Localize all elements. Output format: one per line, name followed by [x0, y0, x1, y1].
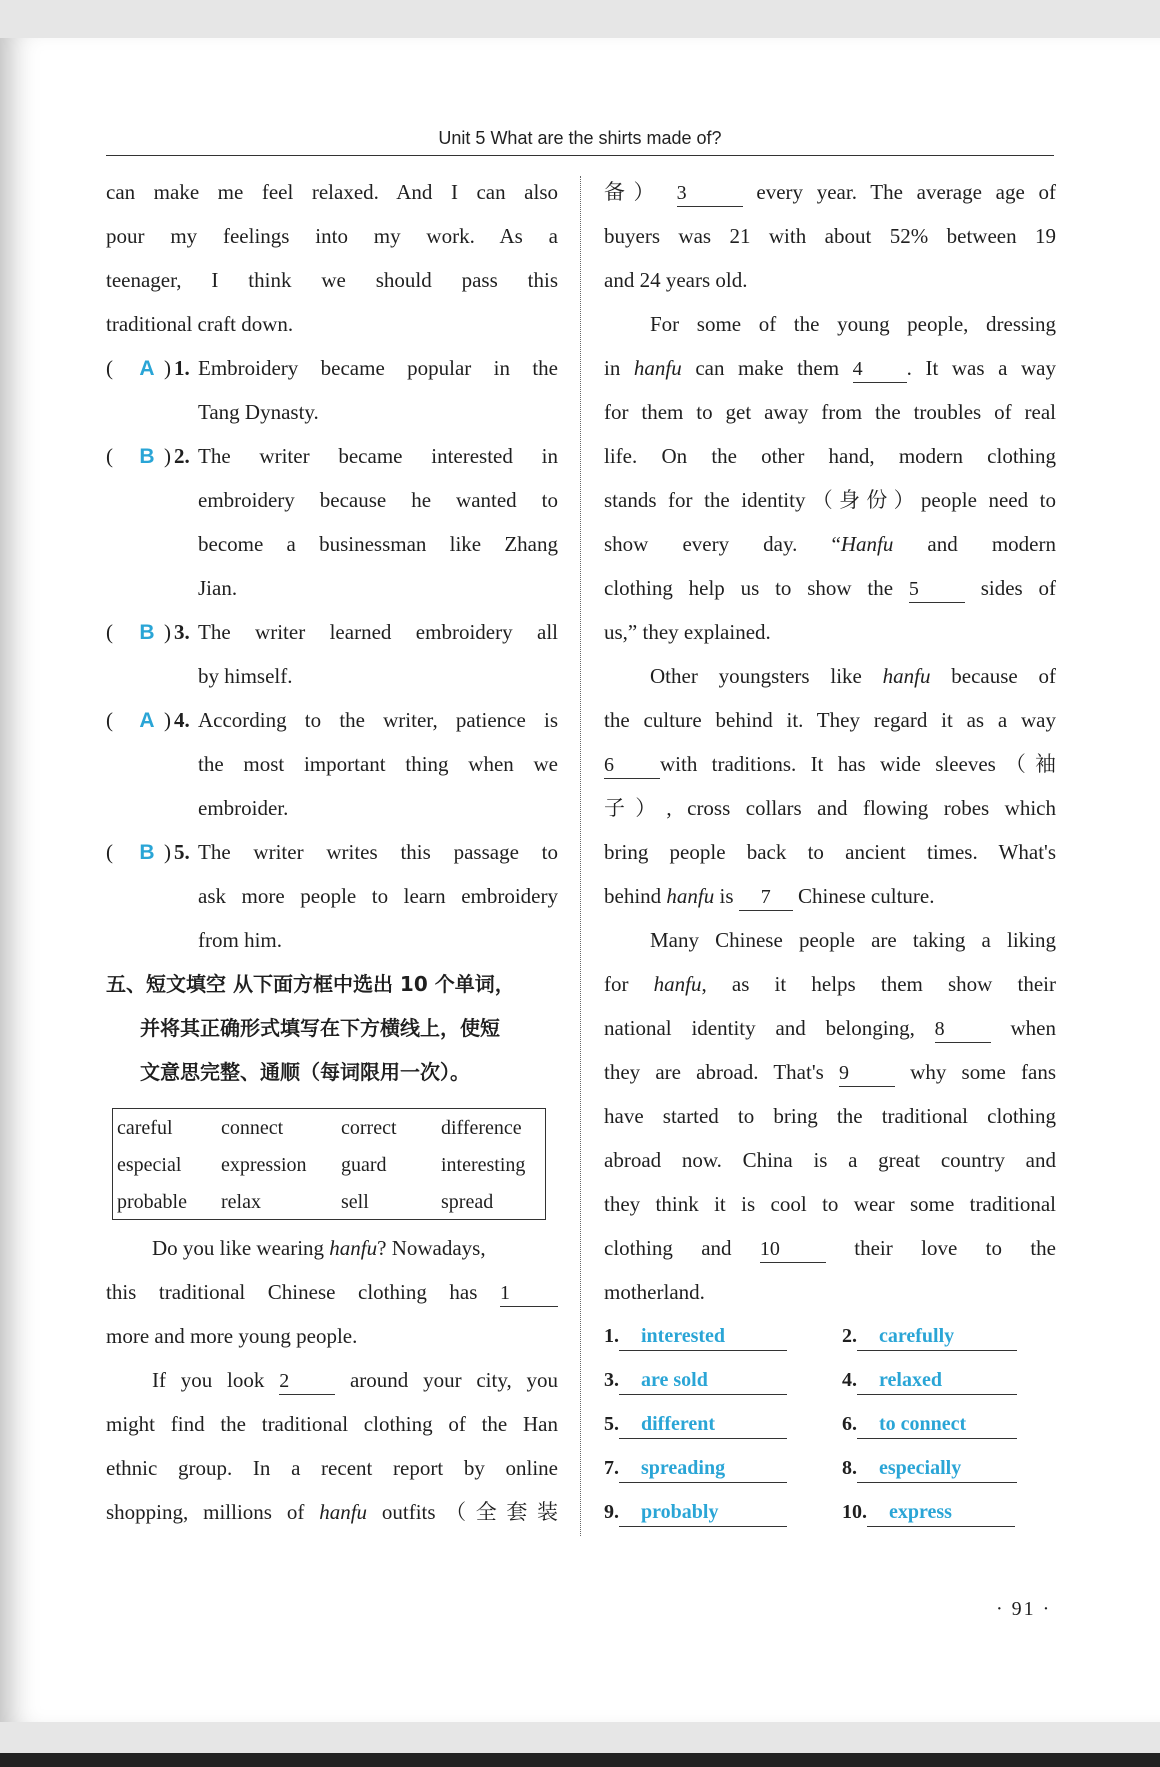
- paren-close: ): [164, 708, 171, 732]
- question-number: 1.: [174, 356, 190, 380]
- passage-line: [106, 1490, 558, 1534]
- blank-2[interactable]: 2: [279, 1368, 335, 1395]
- paren-open: (: [106, 840, 113, 864]
- text-run: and modern: [893, 532, 1056, 556]
- answer-number: 4.: [842, 1369, 857, 1391]
- question-number: 3.: [174, 620, 190, 644]
- passage-line: [106, 1358, 558, 1402]
- answer-item: [604, 1446, 787, 1490]
- answer-item: [604, 1358, 787, 1402]
- passage-line: [604, 170, 1056, 214]
- question-text: by himself.: [198, 664, 293, 688]
- answer-value: spreading: [619, 1454, 787, 1483]
- paren-close: ): [164, 444, 171, 468]
- passage-line: 子）, cross collars and flowing robes which: [604, 796, 1056, 820]
- text-run: Other youngsters like: [650, 664, 883, 688]
- question-text: According to the writer, patience is: [198, 708, 558, 732]
- blank-8[interactable]: 8: [935, 1016, 991, 1043]
- word-option: connect: [221, 1117, 284, 1139]
- passage-line: Many Chinese people are taking a liking: [650, 928, 1056, 952]
- passage-line: and 24 years old.: [604, 268, 748, 292]
- answer-grid: [604, 1314, 1056, 1534]
- answer-value: to connect: [857, 1410, 1017, 1439]
- section-heading: 五、短文填空 从下面方框中选出 10 个单词，: [106, 972, 515, 996]
- italic-term: hanfu: [319, 1500, 368, 1524]
- answer-item: [842, 1490, 1015, 1534]
- page-number: · 91 ·: [996, 1598, 1052, 1620]
- paren-open: (: [106, 356, 113, 380]
- question-text: embroider.: [198, 796, 289, 820]
- italic-term: hanfu: [329, 1236, 378, 1260]
- answer-item: [604, 1402, 787, 1446]
- paren-close: ): [164, 620, 171, 644]
- question-text: Jian.: [198, 576, 238, 600]
- question-text: from him.: [198, 928, 282, 952]
- text-run: for: [604, 972, 654, 996]
- text-run: If you look: [152, 1368, 265, 1392]
- text-run: their love to the: [854, 1236, 1056, 1260]
- word-option: expression: [221, 1154, 307, 1176]
- passage-line: [604, 874, 1056, 918]
- question-number: 4.: [174, 708, 190, 732]
- text-run: Do you like wearing: [152, 1236, 330, 1260]
- word-option: interesting: [441, 1154, 526, 1176]
- question-number: 2.: [174, 444, 190, 468]
- answer-number: 10.: [842, 1501, 867, 1523]
- question-text: Tang Dynasty.: [198, 400, 319, 424]
- text-run: . It was a way: [906, 356, 1057, 380]
- text-run: can make them: [681, 356, 840, 380]
- question-text: become a businessman like Zhang: [198, 532, 558, 556]
- answer-item: [842, 1358, 1017, 1402]
- passage-line: life. On the other hand, modern clothing: [604, 444, 1056, 468]
- answer-item: [604, 1314, 787, 1358]
- question-text: embroidery because he wanted to: [198, 488, 558, 512]
- question-answer: A: [139, 357, 155, 380]
- passage-line: [604, 346, 1056, 390]
- blank-5[interactable]: 5: [909, 576, 965, 603]
- question-text: Embroidery became popular in the: [198, 356, 558, 380]
- answer-value: carefully: [857, 1322, 1017, 1351]
- passage-line: For some of the young people, dressing: [650, 312, 1056, 336]
- italic-term: hanfu: [653, 972, 702, 996]
- passage-line: [604, 654, 1056, 698]
- word-box: [112, 1108, 546, 1220]
- blank-4[interactable]: 4: [853, 356, 907, 383]
- blank-10[interactable]: 10: [760, 1236, 826, 1263]
- question-text: the most important thing when we: [198, 752, 558, 776]
- answer-number: 5.: [604, 1413, 619, 1435]
- passage-line: [604, 1050, 1056, 1094]
- answer-item: [842, 1402, 1017, 1446]
- section-instruction: 并将其正确形式填写在下方横线上，使短: [140, 1016, 500, 1040]
- left-column: [106, 170, 558, 1534]
- passage-line: buyers was 21 with about 52% between 19: [604, 224, 1056, 248]
- right-column: [604, 170, 1056, 1534]
- text-run: every year. The average age of: [756, 180, 1057, 204]
- answer-item: [842, 1446, 1017, 1490]
- blank-9[interactable]: 9: [839, 1060, 895, 1087]
- passage-line: have started to bring the traditional clothing: [604, 1104, 1056, 1128]
- text-run: shopping, millions of: [106, 1500, 320, 1524]
- answer-number: 2.: [842, 1325, 857, 1347]
- column-divider: [580, 176, 581, 1536]
- passage-line: [604, 566, 1056, 610]
- text-run: clothing help us to show the: [604, 576, 894, 600]
- text-run: because of: [930, 664, 1056, 688]
- word-option: sell: [341, 1191, 369, 1213]
- text-run: sides of: [980, 576, 1057, 600]
- passage-line: for them to get away from the troubles of real: [604, 400, 1056, 424]
- question-text: The writer learned embroidery all: [198, 620, 558, 644]
- text-run: this traditional Chinese clothing has: [106, 1280, 478, 1304]
- word-option: guard: [341, 1154, 387, 1176]
- blank-1[interactable]: 1: [500, 1280, 558, 1307]
- text-run: why some fans: [910, 1060, 1057, 1084]
- answer-number: 3.: [604, 1369, 619, 1391]
- text-run: is: [714, 884, 734, 908]
- answer-value: especially: [857, 1454, 1017, 1483]
- question-number: 5.: [174, 840, 190, 864]
- passage-line: the culture behind it. They regard it as a way: [604, 708, 1056, 732]
- paren-open: (: [106, 444, 113, 468]
- bottom-edge: [0, 1753, 1160, 1767]
- paren-open: (: [106, 620, 113, 644]
- italic-term: hanfu: [633, 356, 682, 380]
- word-option: probable: [117, 1191, 187, 1213]
- question-text: The writer writes this passage to: [198, 840, 558, 864]
- text-run: ? Nowadays,: [377, 1236, 486, 1260]
- text-run: behind: [604, 884, 667, 908]
- text-run: clothing and: [604, 1236, 732, 1260]
- word-option: correct: [341, 1117, 397, 1139]
- passage-line: might find the traditional clothing of the Han: [106, 1412, 558, 1436]
- answer-value: probably: [619, 1498, 787, 1527]
- passage-line: motherland.: [604, 1280, 705, 1304]
- word-option: spread: [441, 1191, 494, 1213]
- passage-line: pour my feelings into my work. As a: [106, 224, 558, 248]
- word-option: relax: [221, 1191, 261, 1213]
- question-3: [106, 610, 558, 654]
- paren-close: ): [164, 356, 171, 380]
- question-1: [106, 346, 558, 390]
- italic-term: hanfu: [882, 664, 931, 688]
- text-run: , as it helps them show their: [701, 972, 1056, 996]
- passage-line: can make me feel relaxed. And I can also: [106, 180, 558, 204]
- question-answer: B: [139, 445, 155, 468]
- answer-value: different: [619, 1410, 787, 1439]
- text-run: they are abroad. That's: [604, 1060, 824, 1084]
- running-header: Unit 5 What are the shirts made of?: [438, 128, 722, 148]
- text-run: when: [1010, 1016, 1056, 1040]
- passage-line: they think it is cool to wear some traditional: [604, 1192, 1056, 1216]
- answer-value: relaxed: [857, 1366, 1017, 1395]
- text-run: 备）: [604, 180, 663, 204]
- question-answer: B: [139, 621, 155, 644]
- passage-line: [604, 742, 1056, 786]
- answer-item: [604, 1490, 787, 1534]
- answer-value: interested: [619, 1322, 787, 1351]
- answer-number: 9.: [604, 1501, 619, 1523]
- passage-line: bring people back to ancient times. What's: [604, 840, 1056, 864]
- blank-7[interactable]: 7: [739, 884, 793, 911]
- answer-value: express: [867, 1498, 1015, 1527]
- paren-open: (: [106, 708, 113, 732]
- word-option: difference: [441, 1117, 522, 1139]
- question-answer: A: [139, 709, 155, 732]
- passage-line: teenager, I think we should pass this: [106, 268, 558, 292]
- text-run: national identity and belonging,: [604, 1016, 915, 1040]
- blank-6[interactable]: 6: [604, 752, 660, 779]
- answer-number: 7.: [604, 1457, 619, 1479]
- passage-line: [604, 1226, 1056, 1270]
- passage-line: [604, 1006, 1056, 1050]
- question-4: [106, 698, 558, 742]
- answer-number: 1.: [604, 1325, 619, 1347]
- passage-line: [604, 962, 1056, 1006]
- section-instruction: 文意思完整、通顺（每词限用一次）。: [140, 1060, 470, 1084]
- passage-line: traditional craft down.: [106, 312, 294, 336]
- text-run: with traditions. It has wide sleeves（袖: [660, 752, 1056, 776]
- header-rule: [106, 155, 1054, 156]
- blank-3[interactable]: 3: [677, 180, 743, 207]
- italic-term: hanfu: [666, 884, 715, 908]
- question-text: ask more people to learn embroidery: [198, 884, 558, 908]
- passage-line: more and more young people.: [106, 1324, 358, 1348]
- italic-term: Hanfu: [840, 532, 894, 556]
- question-5: [106, 830, 558, 874]
- passage-line: abroad now. China is a great country and: [604, 1148, 1056, 1172]
- word-option: especial: [117, 1154, 182, 1176]
- passage-line: us,” they explained.: [604, 620, 771, 644]
- passage-line: ethnic group. In a recent report by online: [106, 1456, 558, 1480]
- text-run: Chinese culture.: [798, 884, 935, 908]
- text-run: around your city, you: [349, 1368, 559, 1392]
- question-answer: B: [139, 841, 155, 864]
- word-option: careful: [117, 1117, 173, 1139]
- text-run: outfits（全套装: [367, 1500, 558, 1524]
- question-2: [106, 434, 558, 478]
- passage-line: [106, 1226, 558, 1270]
- passage-line: stands for the identity（身份）people need to: [604, 488, 1056, 512]
- passage-line: [604, 522, 1056, 566]
- answer-value: are sold: [619, 1366, 787, 1395]
- answer-number: 8.: [842, 1457, 857, 1479]
- text-run: show every day. “: [604, 532, 841, 556]
- question-text: The writer became interested in: [198, 444, 558, 468]
- answer-item: [842, 1314, 1017, 1358]
- passage-line: [106, 1270, 558, 1314]
- text-run: in: [604, 356, 634, 380]
- paren-close: ): [164, 840, 171, 864]
- answer-number: 6.: [842, 1413, 857, 1435]
